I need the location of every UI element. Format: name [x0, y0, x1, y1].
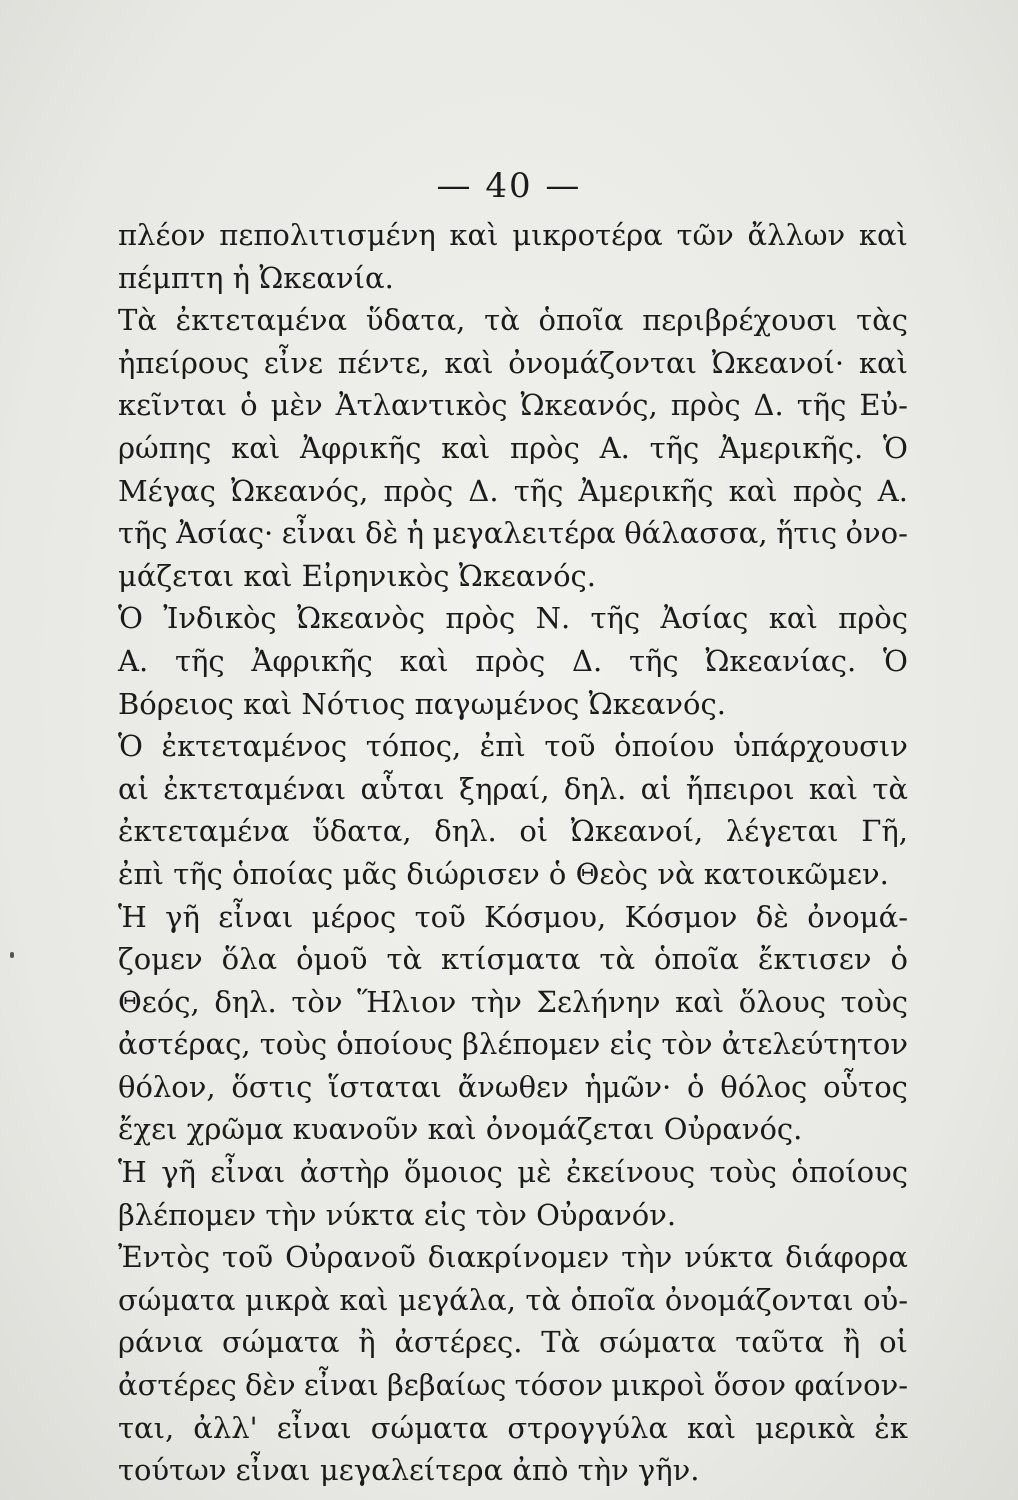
word: ὅστις [231, 1069, 313, 1104]
word: τὴν [470, 984, 522, 1019]
word: ἄνωθεν [457, 1069, 569, 1104]
word: καὶ [444, 345, 494, 380]
word: θάλασσα, [624, 516, 768, 551]
word: Κόσμου, [484, 899, 607, 934]
word: οὗτος [823, 1069, 908, 1104]
word: ἤπειροι [685, 771, 795, 806]
word: μικροὶ [611, 1368, 706, 1403]
word: ἀτελεύτητον [721, 1027, 908, 1062]
word: Α. [877, 473, 908, 508]
word: Εὐ- [859, 388, 908, 423]
text-line: ἔχει χρῶμα κυανοῦν καὶ ὀνομάζεται Οὐρανός. [118, 1112, 803, 1147]
word: κεῖνται [118, 388, 228, 423]
word: ἀστέρας, [118, 1027, 251, 1062]
word: διάφορα [785, 1240, 908, 1275]
word: σώματα [370, 1410, 489, 1445]
word: ὑπάρχουσιν [733, 729, 908, 764]
word: Σελήνην [536, 984, 661, 1019]
word: σώματα [598, 1325, 717, 1360]
word: εἶναι [303, 1368, 379, 1403]
word: διακρίνομεν [427, 1240, 610, 1275]
word: ἐκείνους [566, 1155, 696, 1190]
word: ὅσον [713, 1368, 787, 1403]
word: Α. [599, 430, 630, 465]
word: Οὐρανοῦ [285, 1240, 416, 1275]
text-line [118, 384, 908, 427]
word: ξηραί, [458, 771, 550, 806]
word: τῆς [118, 516, 168, 551]
word: Μέγας [118, 473, 216, 508]
word: δηλ. [434, 814, 497, 849]
word: ὁμοῦ [296, 942, 368, 977]
text-line [118, 342, 908, 385]
word: καὶ [858, 345, 908, 380]
text-line [118, 725, 908, 768]
word: τῆς [796, 388, 847, 423]
word: καὶ [768, 601, 818, 636]
word: ὁποίου [614, 729, 715, 764]
text-line [118, 512, 908, 555]
word: τὰ [872, 771, 908, 806]
word: μικροτέρα [512, 218, 663, 252]
word: ἀλλ' [193, 1410, 258, 1445]
word: πρὸς [445, 601, 516, 636]
word: Ὁ [882, 643, 908, 678]
word: Ἀσίας· [176, 516, 274, 551]
word: μὲ [517, 1155, 552, 1190]
text-line [118, 1066, 908, 1109]
word: δηλ. [214, 984, 277, 1019]
word: στρογγύλα [507, 1410, 668, 1445]
word: τῆς [513, 473, 564, 508]
word: τόπος, [365, 729, 462, 764]
word: ἐκτεταμέναι [163, 771, 347, 806]
word: περιβρέχουσι [642, 303, 838, 338]
word: τὰ [599, 942, 636, 977]
text-line [118, 1321, 908, 1364]
text-line [118, 1023, 908, 1066]
word: Δ. [468, 473, 499, 508]
word: Ὠκεανός, [520, 388, 658, 423]
text-line [118, 1364, 908, 1407]
word: τοῦ [544, 729, 596, 764]
word: πρὸς [383, 473, 454, 508]
word: Ἀσίας [660, 601, 749, 636]
word: κτίσματα [441, 942, 581, 977]
word: Ἡ [118, 899, 147, 934]
word: ἀστέρες. [394, 1325, 523, 1360]
word: δηλ. [563, 771, 627, 806]
word: πλέον [118, 218, 206, 252]
word: ἵσταται [328, 1069, 442, 1104]
word: Ὠκεανὸς [296, 601, 426, 636]
word: καὶ [231, 430, 281, 465]
word: καὶ [858, 218, 908, 252]
word: ὁποίους [336, 1027, 453, 1062]
word: Ἡ [118, 1155, 147, 1190]
word: ται, [118, 1410, 175, 1445]
word: νύκτα [684, 1240, 774, 1275]
word: Ὁ [882, 430, 908, 465]
word: καὶ [728, 473, 778, 508]
word: πεπολιτισμένη [219, 218, 436, 252]
word: Α. [118, 643, 149, 678]
word: Ὠκεανός, [231, 473, 369, 508]
word: καὶ [808, 771, 859, 806]
word: Ὠκεανίας. [705, 643, 857, 678]
text-line [118, 640, 908, 683]
word: τοῦ [222, 1240, 274, 1275]
text-line: τούτων εἶναι μεγαλείτερα ἀπὸ τὴν γῆν. [118, 1453, 700, 1488]
word: γῆ [165, 899, 200, 934]
word: Ὁ [118, 601, 143, 636]
word: καὶ [399, 643, 449, 678]
word: οὐ- [863, 1282, 908, 1317]
word: Γῆ, [861, 814, 908, 849]
text-line [118, 938, 908, 981]
word: Τὰ [541, 1325, 581, 1360]
word: τόσον [514, 1368, 604, 1403]
word: οἱ [879, 1325, 908, 1360]
word: Ἀφρικῆς [300, 430, 422, 465]
word: Ἀφρικῆς [251, 643, 373, 678]
word: εἶναι [281, 516, 357, 551]
text-line: βλέπομεν τὴν νύκτα εἰς τὸν Οὐρανόν. [118, 1197, 677, 1232]
word: ὁ [240, 388, 258, 423]
word: ἥτις [776, 516, 838, 551]
text-line [118, 768, 908, 811]
word: ἢ [358, 1325, 376, 1360]
word: γῆ [161, 1155, 196, 1190]
word: ὅμοιος [403, 1155, 503, 1190]
text-line [118, 981, 908, 1024]
text-line [118, 299, 908, 342]
word: Δ. [572, 643, 603, 678]
text-line [118, 810, 908, 853]
word: Ὠκεανοί, [570, 814, 704, 849]
word: τὰ [525, 1282, 562, 1317]
text-line [118, 1236, 908, 1279]
word: ὕδατα, [312, 814, 412, 849]
word: Δ. [753, 388, 784, 423]
text-line [118, 214, 908, 257]
word: τῆς [174, 643, 225, 678]
word: Ἥλιον [357, 984, 457, 1019]
word: ταῦτα [735, 1325, 825, 1360]
text-line [118, 896, 908, 939]
word: ὅλους [738, 984, 826, 1019]
word: καὶ [687, 1410, 737, 1445]
word: τὰ [386, 942, 423, 977]
word: Ἰνδικὸς [163, 601, 277, 636]
word: ἐκτεταμένα [175, 303, 348, 338]
word: εἶναι [210, 1155, 286, 1190]
word: ὀνο- [845, 516, 908, 551]
word: Ἀμερικῆς. [719, 430, 864, 465]
word: ὕδατα, [365, 303, 466, 338]
word: Ἐντὸς [118, 1240, 211, 1275]
word: εἶναι [218, 899, 294, 934]
text-line: ἐπὶ τῆς ὁποίας μᾶς διώρισεν ὁ Θεὸς νὰ κατοικῶμεν. [118, 856, 889, 891]
word: καὶ [449, 218, 499, 252]
word: θόλος [720, 1069, 808, 1104]
word: ἡ [406, 516, 425, 551]
word: ὀνομάζονται [664, 1282, 854, 1317]
word: τῆς [649, 430, 700, 465]
word: ὅλα [221, 942, 278, 977]
text-line [118, 1407, 908, 1450]
word: αἱ [118, 771, 149, 806]
word: Τὰ [118, 303, 157, 338]
word: ἀστὴρ [299, 1155, 390, 1190]
word: ὁ [890, 942, 908, 977]
word: ὁποῖα [538, 303, 624, 338]
word: ὁποῖα [654, 942, 739, 977]
word: βλέπομεν [462, 1027, 601, 1062]
word: λέγεται [725, 814, 839, 849]
word: μικρὰ [244, 1282, 330, 1317]
word: ἠπείρους [118, 345, 250, 380]
word: ἡμῶν· [584, 1069, 672, 1104]
word: καὶ [675, 984, 725, 1019]
word: Ὠκεανοί· [711, 345, 845, 380]
word: μὲν [270, 388, 323, 423]
text-line [118, 1279, 908, 1322]
word: τὸν [291, 984, 343, 1019]
word: εἰς [609, 1027, 653, 1062]
word: ἔκτισεν [757, 942, 872, 977]
word: μεγαλειτέρα [432, 516, 616, 551]
word: ράνια [118, 1325, 204, 1360]
word: ἄλλων [747, 218, 846, 252]
word: μέρος [311, 899, 397, 934]
word: τῆς [590, 601, 641, 636]
word: αὗται [360, 771, 445, 806]
page-number: — 40 — [436, 166, 582, 206]
word: σώματα [118, 1282, 236, 1317]
word: πρὸς [838, 601, 908, 636]
word: βεβαίως [387, 1368, 507, 1403]
text-line [118, 470, 908, 513]
word: θόλον, [118, 1069, 216, 1104]
word: τῆς [628, 643, 679, 678]
word: πρὸς [670, 388, 741, 423]
word: Ἀμερικῆς [578, 473, 714, 508]
word: Ἀτλαντικὸς [335, 388, 508, 423]
word: ἐκ [874, 1410, 908, 1445]
word: τοὺς [709, 1155, 777, 1190]
word: μεγάλα, [397, 1282, 516, 1317]
text-line: Βόρειος καὶ Νότιος παγωμένος Ὠκεανός. [118, 686, 726, 721]
word: ἐπὶ [479, 729, 526, 764]
text-line: μάζεται καὶ Εἰρηνικὸς Ὠκεανός. [118, 558, 597, 593]
word: εἶναι [276, 1410, 352, 1445]
word: Ὁ [118, 729, 143, 764]
word: σώματα [222, 1325, 340, 1360]
word: μερικὰ [755, 1410, 856, 1445]
word: φαίνον- [794, 1368, 908, 1403]
word: ὀνομά- [807, 899, 908, 934]
word: τοῦ [414, 899, 466, 934]
word: ἐκτεταμένος [161, 729, 348, 764]
word: αἱ [640, 771, 672, 806]
word: Ν. [535, 601, 571, 636]
word: τοὺς [259, 1027, 328, 1062]
word: δὲ [755, 899, 789, 934]
word: Θεός, [118, 984, 200, 1019]
text-line [118, 427, 908, 470]
margin-ink-dot [10, 952, 14, 958]
word: τὸν [661, 1027, 713, 1062]
word: τῶν [676, 218, 734, 252]
word: πρὸς [792, 473, 863, 508]
word: ὀνομάζονται [508, 345, 697, 380]
word: πρὸς [510, 430, 580, 465]
word: δὲν [244, 1368, 296, 1403]
word: τὰς [856, 303, 908, 338]
word: καὶ [339, 1282, 389, 1317]
word: ρώπης [118, 430, 212, 465]
word: ἐκτεταμένα [118, 814, 290, 849]
word: ὁ [687, 1069, 705, 1104]
word: ζομεν [118, 942, 203, 977]
body-text [118, 214, 908, 1492]
word: Κόσμον [624, 899, 738, 934]
text-line: πέμπτη ἡ Ὠκεανία. [118, 260, 394, 295]
word: εἶνε [263, 345, 323, 380]
word: ἀστέρες [118, 1368, 237, 1403]
word: πρὸς [475, 643, 546, 678]
word: τοὺς [840, 984, 908, 1019]
word: ὁποίους [791, 1155, 908, 1190]
word: τὰ [484, 303, 520, 338]
word: καὶ [441, 430, 491, 465]
text-line [118, 597, 908, 640]
text-line [118, 1151, 908, 1194]
word: ἢ [842, 1325, 861, 1360]
word: τὴν [621, 1240, 673, 1275]
word: δὲ [365, 516, 399, 551]
word: οἱ [519, 814, 549, 849]
word: ὁποῖα [570, 1282, 656, 1317]
word: πέντε, [337, 345, 430, 380]
